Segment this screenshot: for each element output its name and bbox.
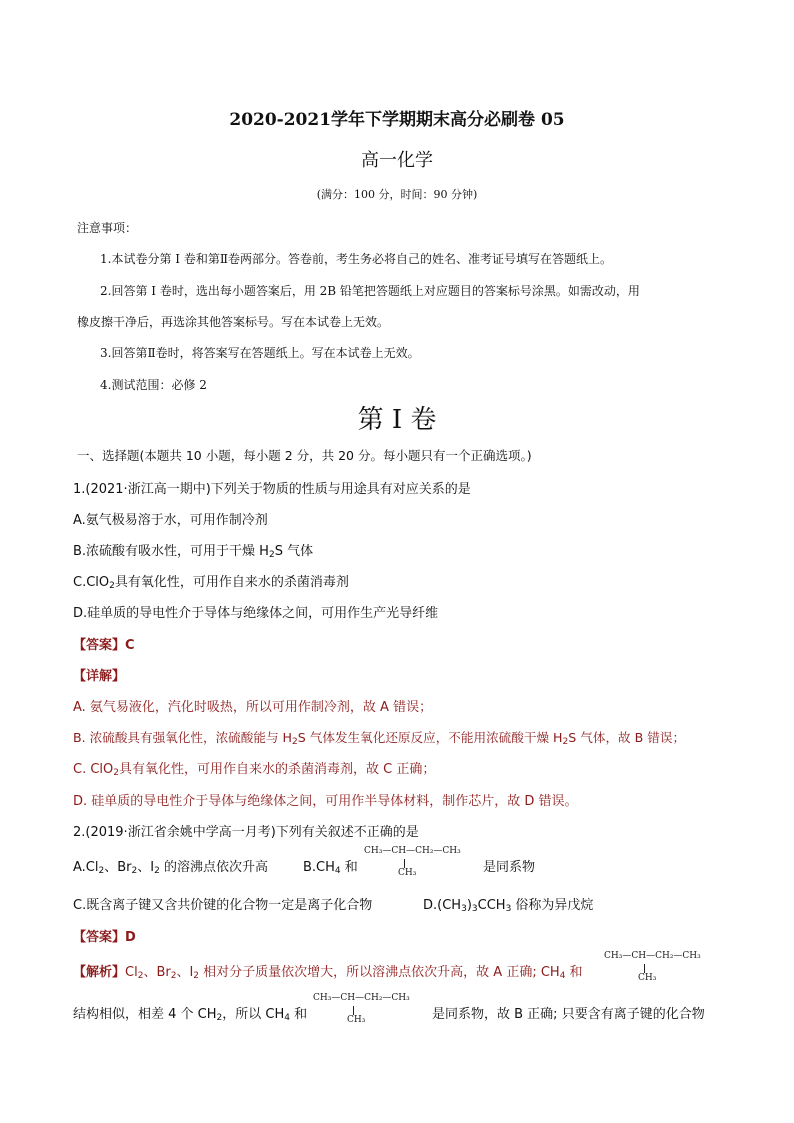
struct-bond-line <box>404 859 405 868</box>
q2-analysis-line-2b: 是同系物，故 B 正确; 只要含有离子键的化合物 <box>432 1007 705 1022</box>
notice-item-4: 4.测试范围：必修 2 <box>100 378 207 392</box>
q1-explain-d: D. 硅单质的导电性介于导体与绝缘体之间，可用作半导体材料，制作芯片，故 D 错误。 <box>73 794 578 809</box>
q2-stem: 2.(2019·浙江省余姚中学高一月考)下列有关叙述不正确的是 <box>73 825 419 840</box>
q1-detail-label: 【详解】 <box>73 669 126 684</box>
q1-explain-a: A. 氨气易液化，汽化时吸热，所以可用作制冷剂，故 A 错误； <box>73 700 433 715</box>
q1-option-c: C.ClO$_2$具有氧化性，可用作自来水的杀菌消毒剂 <box>73 575 349 591</box>
struct-bond-line <box>353 1006 354 1015</box>
q2-option-c: C.既含离子键又含共价键的化合物一定是离子化合物 <box>73 898 373 913</box>
q2-analysis-line-1: 【解析】$Cl_2$、$Br_2$、$I_2$ 相对分子质量依次增大，所以溶沸点依次升高，故 A 正确; $CH_4$ 和 <box>73 965 583 981</box>
q1-answer: 【答案】C <box>73 638 135 653</box>
q1-option-b: B.浓硫酸有吸水性，可用于干燥 $H_2S$ 气体 <box>73 544 314 560</box>
notice-item-3: 3.回答第Ⅱ卷时，将答案写在答题纸上。写在本试卷上无效。 <box>100 346 420 360</box>
volume-title: 第 I 卷 <box>357 405 437 435</box>
notice-item-2-cont: 橡皮擦干净后，再选涂其他答案标号。写在本试卷上无效。 <box>77 315 390 329</box>
structural-formula-3 <box>313 993 431 1027</box>
struct-main-chain: CH₃—CH—CH₂—CH₃ <box>364 846 461 856</box>
q1-explain-b: B. 浓硫酸具有强氧化性，浓硫酸能与 $H_2S$ 气体发生氧化还原反应，不能用浓硫酸干燥 $H_2S$ 气体，故 B 错误； <box>73 730 686 747</box>
struct-branch: CH₃ <box>398 868 417 878</box>
structural-formula-1 <box>364 846 482 880</box>
struct-main-chain: CH₃—CH—CH₂—CH₃ <box>313 993 410 1003</box>
q2-answer: 【答案】D <box>73 930 136 945</box>
q1-option-a: A.氨气极易溶于水，可用作制冷剂 <box>73 513 268 528</box>
q2-option-a: $A.Cl_2$、$Br_2$、$I_2$ 的溶沸点依次升高 <box>73 860 268 876</box>
q2-option-d: $D.(CH_3)_3CCH_3$ 俗称为异戊烷 <box>423 898 594 914</box>
notice-item-1: 1.本试卷分第 I 卷和第Ⅱ卷两部分。答卷前，考生务必将自己的姓名、准考证号填写在答题纸上。 <box>100 252 612 266</box>
struct-branch: CH₃ <box>638 973 657 983</box>
struct-main-chain: CH₃—CH—CH₂—CH₃ <box>604 951 701 961</box>
q2-option-b-tail: 是同系物 <box>483 860 536 875</box>
paper-title: 2020-2021学年下学期期末高分必刷卷 05 <box>229 110 565 130</box>
q2-option-b-lead: $B.CH_4$ 和 <box>303 860 358 876</box>
struct-bond-line <box>644 964 645 973</box>
notice-item-2: 2.回答第 I 卷时，选出每小题答案后，用 2B 铅笔把答题纸上对应题目的答案标号涂黑。如需改动，用 <box>100 284 640 298</box>
q1-stem: 1.(2021·浙江高一期中)下列关于物质的性质与用途具有对应关系的是 <box>73 482 471 497</box>
q2-analysis-line-2a: 结构相似，相差 4 个 $CH_2$，所以 $CH_4$ 和 <box>73 1007 308 1023</box>
structural-formula-2 <box>604 951 722 985</box>
paper-subtitle: 高一化学 <box>361 150 433 171</box>
section-heading: 一、选择题(本题共 10 小题，每小题 2 分，共 20 分。每小题只有一个正确选项。) <box>77 448 532 463</box>
exam-meta: (满分：100 分，时间：90 分钟) <box>316 188 478 201</box>
struct-branch: CH₃ <box>347 1015 366 1025</box>
q1-explain-c: C. ClO$_2$具有氧化性，可用作自来水的杀菌消毒剂，故 C 正确； <box>73 762 436 778</box>
q1-option-d: D.硅单质的导电性介于导体与绝缘体之间，可用作生产光导纤维 <box>73 606 439 621</box>
notice-heading: 注意事项： <box>77 221 138 235</box>
